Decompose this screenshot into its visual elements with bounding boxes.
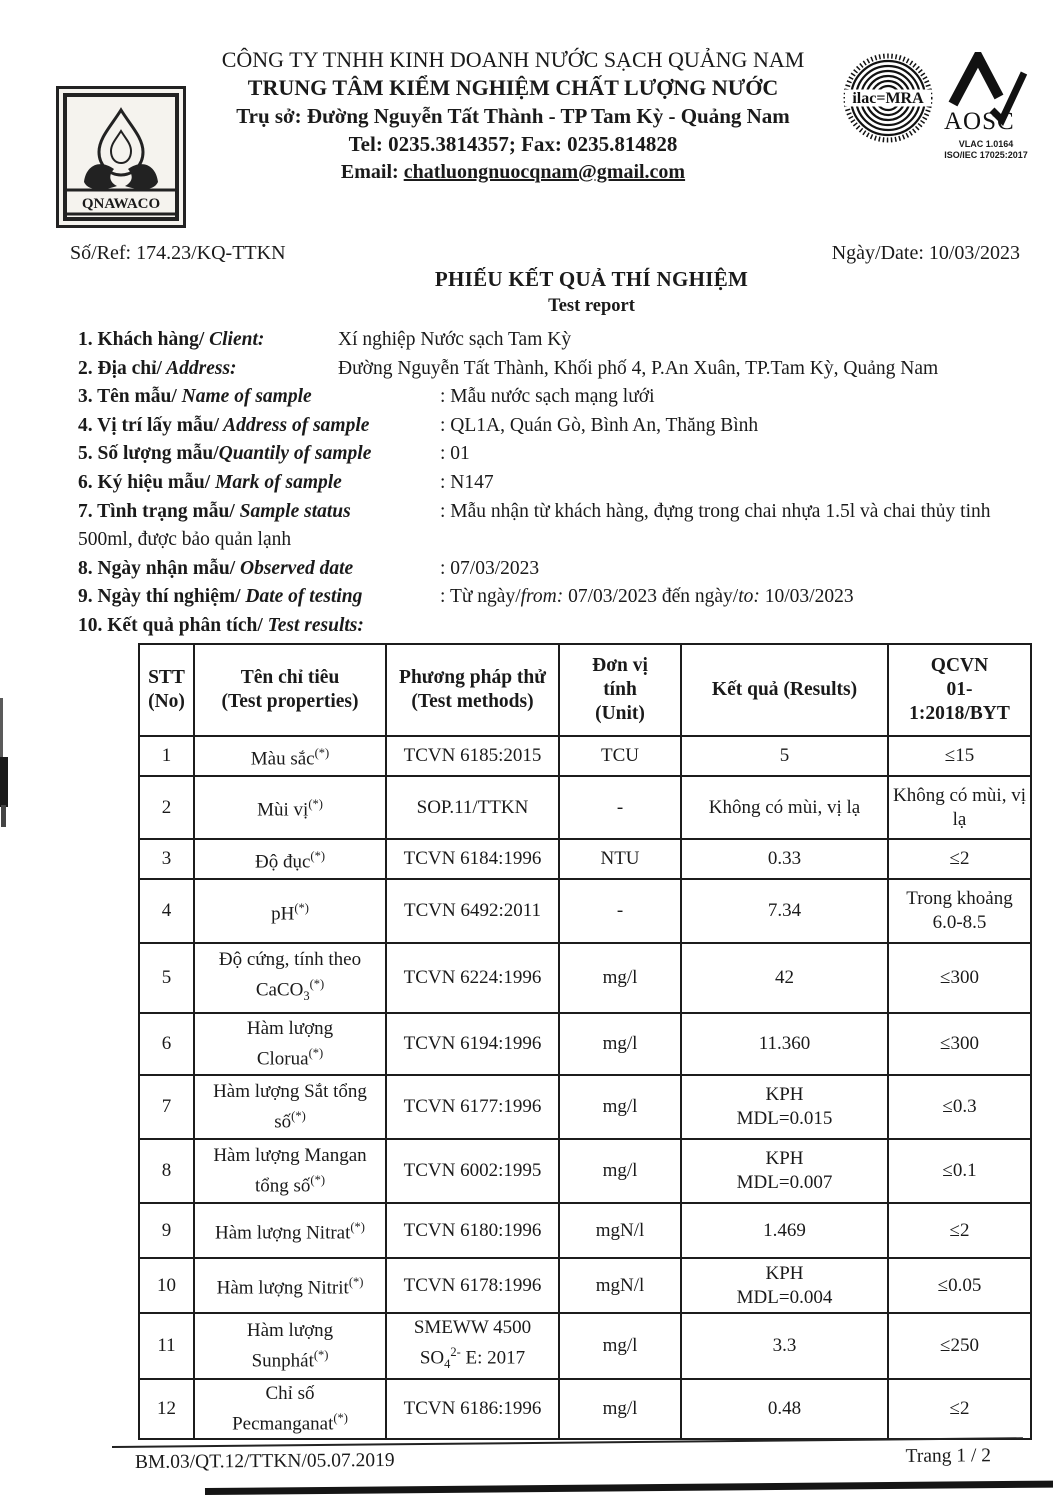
page-number: Trang 1 / 2	[905, 1445, 992, 1467]
info-value: : Mẫu nhận từ khách hàng, đựng trong chai nhựa 1.5l và chai thủy tinh 500ml, được bảo quản lạnh	[78, 500, 991, 551]
tel-fax-line: Tel: 0235.3814357; Fax: 0235.814828	[348, 132, 678, 156]
info-label-vi: 8. Ngày nhận mẫu/	[78, 557, 236, 579]
info-label-en: Observed date	[235, 557, 354, 579]
cell-name: Mùi vị(*)	[194, 776, 386, 839]
bottom-scan-bar	[205, 1481, 1053, 1495]
cell-result: 0.48	[681, 1379, 888, 1439]
scan-artifact	[1, 805, 6, 827]
info-label-vi: 10. Kết quả phân tích/	[78, 614, 263, 636]
head-office-address: Trụ sở: Đường Nguyễn Tất Thành - TP Tam Kỳ - Quảng Nam	[236, 104, 790, 128]
table-row	[139, 943, 1031, 1013]
email-line	[188, 158, 838, 186]
info-label-en: Address of sample	[219, 414, 370, 436]
cell-method: TCVN 6186:1996	[386, 1379, 559, 1439]
water-drop-stamp-icon	[56, 86, 186, 228]
form-code: BM.03/QT.12/TTKN/05.07.2019	[134, 1449, 395, 1473]
cell-unit: mg/l	[559, 1075, 681, 1139]
info-value: Đường Nguyễn Tất Thành, Khối phố 4, P.An Xuân, TP.Tam Kỳ, Quảng Nam	[338, 357, 939, 379]
cell-no: 9	[139, 1203, 194, 1258]
cell-name: Hàm lượng Nitrat(*)	[194, 1203, 386, 1258]
info-label-vi: 3. Tên mẫu/	[78, 386, 177, 408]
cell-limit: Trong khoảng 6.0-8.5	[888, 879, 1031, 943]
table-header-row	[139, 644, 1031, 736]
table-row	[139, 776, 1031, 839]
cell-unit: mg/l	[559, 1139, 681, 1203]
cell-result: 0.33	[681, 839, 888, 879]
info-label-vi: 7. Tình trạng mẫu/	[78, 500, 235, 522]
info-received-date	[78, 555, 1017, 584]
cell-limit: ≤300	[888, 943, 1031, 1013]
info-quantity	[78, 440, 1017, 469]
info-label-en: Quantily of sample	[218, 443, 372, 465]
cell-limit: ≤0.3	[888, 1075, 1031, 1139]
cell-no: 6	[139, 1013, 194, 1075]
cell-name: Hàm lượng Nitrit(*)	[194, 1258, 386, 1313]
aosc-check-icon	[943, 52, 1029, 134]
cell-result: 7.34	[681, 879, 888, 943]
info-value: Xí nghiệp Nước sạch Tam Kỳ	[338, 329, 572, 350]
cell-no: 12	[139, 1379, 194, 1439]
email-label: Email:	[340, 161, 404, 183]
col-header-stt: STT (No)	[139, 644, 194, 736]
cell-name: Màu sắc(*)	[194, 736, 386, 776]
qnawaco-logo	[56, 86, 186, 228]
scan-artifact	[0, 698, 3, 760]
cell-result: 11.360	[681, 1013, 888, 1075]
cell-method: TCVN 6002:1995	[386, 1139, 559, 1203]
ref-number: Số/Ref: 174.23/KQ-TTKN	[70, 242, 286, 264]
results-tbody	[139, 736, 1031, 1439]
cell-method: TCVN 6194:1996	[386, 1013, 559, 1075]
sample-info-list	[78, 326, 1017, 641]
aosc-accreditation-number: VLAC 1.0164	[958, 139, 1014, 149]
info-results-heading	[78, 612, 1017, 641]
results-table	[138, 643, 1032, 1440]
date: Ngày/Date: 10/03/2023	[831, 242, 1020, 264]
cell-method: TCVN 6492:2011	[386, 879, 559, 943]
cell-no: 10	[139, 1258, 194, 1313]
cell-no: 11	[139, 1313, 194, 1379]
info-label-en: Mark of sample	[210, 471, 342, 493]
cell-unit: mg/l	[559, 1379, 681, 1439]
cell-result: 5	[681, 736, 888, 776]
table-row	[139, 1258, 1031, 1313]
cell-limit: ≤2	[888, 839, 1031, 879]
info-label-vi: 4. Vị trí lấy mẫu/	[78, 414, 220, 436]
info-sample-address	[78, 412, 1017, 441]
cell-unit: mgN/l	[559, 1203, 681, 1258]
info-label-en: Client:	[204, 329, 265, 350]
table-row	[139, 1313, 1031, 1379]
cell-method: TCVN 6177:1996	[386, 1075, 559, 1139]
cell-no: 5	[139, 943, 194, 1013]
table-row	[139, 736, 1031, 776]
cell-no: 2	[139, 776, 194, 839]
company-name: CÔNG TY TNHH KINH DOANH NƯỚC SẠCH QUẢNG NAM	[221, 47, 805, 72]
info-client	[78, 326, 1017, 355]
ilac-mra-text: ilac=MRA	[852, 90, 924, 107]
cell-method: TCVN 6180:1996	[386, 1203, 559, 1258]
cell-limit: Không có mùi, vị lạ	[888, 776, 1031, 839]
aosc-iso-standard: ISO/IEC 17025:2017	[944, 150, 1028, 160]
col-header-name: Tên chỉ tiêu (Test properties)	[194, 644, 386, 736]
info-address	[78, 355, 1017, 384]
col-header-qcvn: QCVN 01- 1:2018/BYT	[888, 644, 1031, 736]
aosc-mark	[943, 52, 1029, 161]
cell-method: SMEWW 4500 $SO_4^{2-}$ E: 2017	[386, 1313, 559, 1379]
col-header-method: Phương pháp thử (Test methods)	[386, 644, 559, 736]
info-label-vi: 1. Khách hàng/	[78, 329, 205, 350]
info-label-en: Date of testing	[240, 586, 363, 608]
cell-no: 1	[139, 736, 194, 776]
cell-limit: ≤2	[888, 1203, 1031, 1258]
cell-unit: mg/l	[559, 943, 681, 1013]
cell-name: Độ cứng, tính theo CaCO$_3$(*)	[194, 943, 386, 1013]
cell-limit: ≤2	[888, 1379, 1031, 1439]
cell-unit: TCU	[559, 736, 681, 776]
center-name: TRUNG TÂM KIỂM NGHIỆM CHẤT LƯỢNG NƯỚC	[247, 75, 779, 100]
page-subtitle: Test report	[548, 296, 635, 316]
page-title: PHIẾU KẾT QUẢ THÍ NGHIỆM	[434, 267, 749, 291]
info-value: : QL1A, Quán Gò, Bình An, Thăng Bình	[440, 414, 759, 436]
qnawaco-logo-text: QNAWACO	[81, 196, 161, 212]
info-label-vi: 2. Địa chỉ/	[78, 357, 162, 379]
table-row	[139, 839, 1031, 879]
cell-name: pH(*)	[194, 879, 386, 943]
cell-limit: ≤300	[888, 1013, 1031, 1075]
cell-name: Độ đục(*)	[194, 839, 386, 879]
info-mark	[78, 469, 1017, 498]
info-label-vi: 6. Ký hiệu mẫu/	[78, 471, 211, 493]
info-label-en: Test results:	[262, 614, 364, 636]
cell-result: KPH MDL=0.004	[681, 1258, 888, 1313]
cell-unit: NTU	[559, 839, 681, 879]
cell-no: 8	[139, 1139, 194, 1203]
cell-result: KPH MDL=0.007	[681, 1139, 888, 1203]
cell-unit: mg/l	[559, 1013, 681, 1075]
cell-name: Hàm lượng Sunphát(*)	[194, 1313, 386, 1379]
table-row	[139, 1203, 1031, 1258]
cell-name: Hàm lượng Sắt tổng số(*)	[194, 1075, 386, 1139]
cell-unit: mgN/l	[559, 1258, 681, 1313]
cell-result: KPH MDL=0.015	[681, 1075, 888, 1139]
cell-no: 7	[139, 1075, 194, 1139]
table-row	[139, 1379, 1031, 1439]
table-row	[139, 1075, 1031, 1139]
cell-method: TCVN 6178:1996	[386, 1258, 559, 1313]
info-label-en: Name of sample	[176, 386, 312, 408]
cell-unit: -	[559, 879, 681, 943]
info-value: : 01	[440, 443, 470, 465]
col-header-unit: Đơn vị tính (Unit)	[559, 644, 681, 736]
cell-limit: ≤0.1	[888, 1139, 1031, 1203]
info-value: : Từ ngày/from: 07/03/2023 đến ngày/to: 10/03/2023	[440, 586, 854, 608]
cell-unit: mg/l	[559, 1313, 681, 1379]
info-label-vi: 9. Ngày thí nghiệm/	[78, 586, 241, 608]
meta-row	[70, 242, 1020, 265]
info-label-en: Sample status	[234, 500, 351, 522]
cell-limit: ≤250	[888, 1313, 1031, 1379]
email-address: chatluongnuocqnam@gmail.com	[403, 161, 686, 183]
info-value: : Mẫu nước sạch mạng lưới	[440, 386, 655, 408]
cell-no: 4	[139, 879, 194, 943]
info-testing-date	[78, 583, 1017, 612]
info-label-vi: 5. Số lượng mẫu/	[78, 443, 219, 465]
cell-method: TCVN 6224:1996	[386, 943, 559, 1013]
letterhead	[188, 46, 838, 186]
cell-result: 3.3	[681, 1313, 888, 1379]
cell-result: 42	[681, 943, 888, 1013]
footer-row	[135, 1445, 991, 1474]
cell-result: Không có mùi, vị lạ	[681, 776, 888, 839]
info-value: : N147	[440, 471, 494, 493]
cell-result: 1.469	[681, 1203, 888, 1258]
ilac-mra-seal-icon	[843, 52, 933, 144]
cell-name: Hàm lượng Mangan tổng số(*)	[194, 1139, 386, 1203]
cell-name: Hàm lượng Clorua(*)	[194, 1013, 386, 1075]
cell-limit: ≤15	[888, 736, 1031, 776]
table-row	[139, 879, 1031, 943]
cell-limit: ≤0.05	[888, 1258, 1031, 1313]
table-row	[139, 1139, 1031, 1203]
info-value: : 07/03/2023	[440, 557, 540, 579]
info-sample-name	[78, 383, 1017, 412]
col-header-result: Kết quả (Results)	[681, 644, 888, 736]
info-status	[78, 498, 1017, 555]
info-label-en: Address:	[161, 357, 237, 379]
certification-marks	[843, 52, 1029, 161]
cell-unit: -	[559, 776, 681, 839]
table-row	[139, 1013, 1031, 1075]
cell-name: Chỉ số Pecmanganat(*)	[194, 1379, 386, 1439]
aosc-text: AOSC	[944, 108, 1015, 134]
cell-no: 3	[139, 839, 194, 879]
scan-artifact	[0, 757, 8, 807]
cell-method: SOP.11/TTKN	[386, 776, 559, 839]
cell-method: TCVN 6185:2015	[386, 736, 559, 776]
cell-method: TCVN 6184:1996	[386, 839, 559, 879]
